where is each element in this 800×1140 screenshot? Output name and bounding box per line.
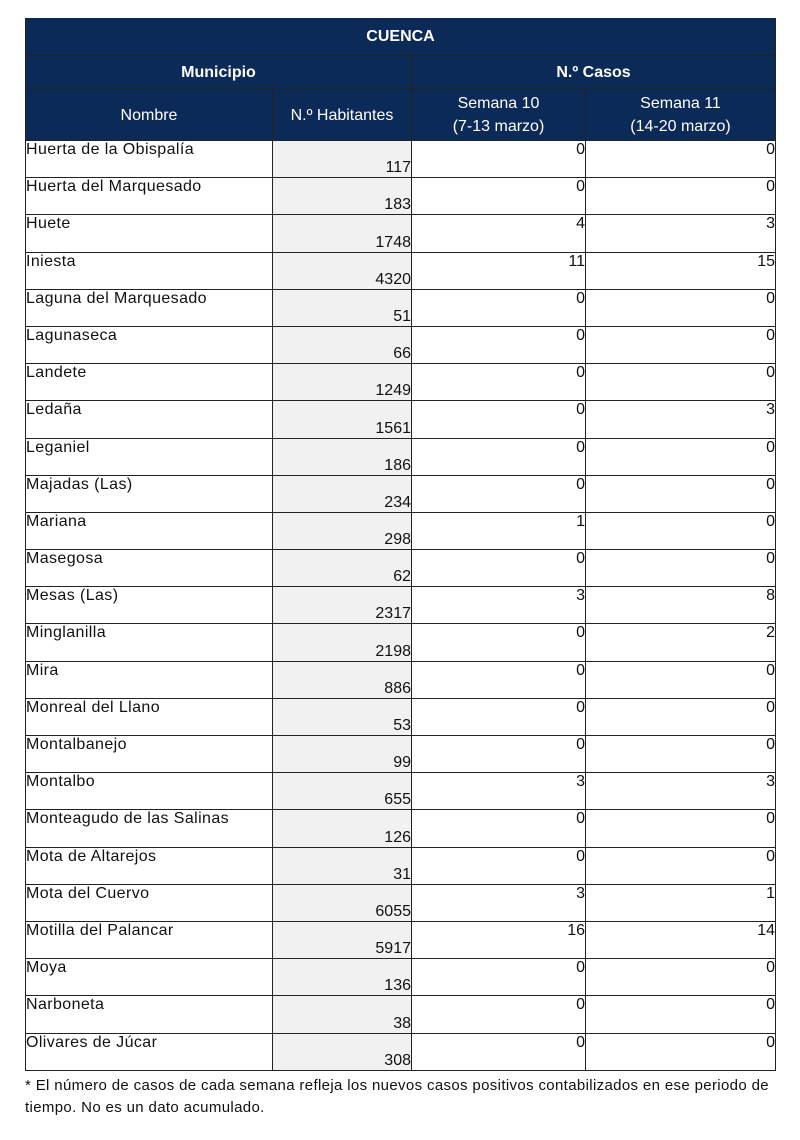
population-value: 2317 (273, 587, 412, 624)
column-header-semana-10 (412, 90, 586, 141)
week-11-cases: 1 (586, 884, 776, 921)
week-10-cases: 3 (412, 773, 586, 810)
week-11-cases: 0 (586, 550, 776, 587)
week-10-cases: 0 (412, 401, 586, 438)
week-10-cases: 0 (412, 959, 586, 996)
week-10-cases: 0 (412, 1033, 586, 1070)
municipality-name: Mariana (26, 512, 273, 549)
population-value: 5917 (273, 921, 412, 958)
week-11-cases: 0 (586, 996, 776, 1033)
week-11-cases: 15 (586, 252, 776, 289)
column-header-semana-11 (586, 90, 776, 141)
week-10-cases: 0 (412, 698, 586, 735)
cases-table (25, 18, 776, 1071)
table-row (26, 475, 776, 512)
week-10-cases: 3 (412, 884, 586, 921)
week-11-cases: 0 (586, 661, 776, 698)
municipality-name: Mota del Cuervo (26, 884, 273, 921)
population-value: 886 (273, 661, 412, 698)
municipality-name: Motilla del Palancar (26, 921, 273, 958)
municipality-name: Montalbanejo (26, 736, 273, 773)
column-header-nombre: Nombre (26, 90, 273, 141)
week-10-cases: 1 (412, 512, 586, 549)
table-row (26, 550, 776, 587)
week-11-cases: 0 (586, 847, 776, 884)
table-row (26, 661, 776, 698)
table-title: CUENCA (26, 19, 776, 56)
municipality-name: Iniesta (26, 252, 273, 289)
municipality-name: Mesas (Las) (26, 587, 273, 624)
week-11-cases: 3 (586, 215, 776, 252)
week-11-cases: 3 (586, 773, 776, 810)
week-10-cases: 0 (412, 289, 586, 326)
table-row (26, 921, 776, 958)
municipality-name: Laguna del Marquesado (26, 289, 273, 326)
table-row (26, 326, 776, 363)
population-value: 66 (273, 326, 412, 363)
week-11-cases: 0 (586, 289, 776, 326)
population-value: 298 (273, 512, 412, 549)
week-10-cases: 0 (412, 178, 586, 215)
population-value: 99 (273, 736, 412, 773)
table-row (26, 587, 776, 624)
table-row (26, 289, 776, 326)
municipality-name: Monreal del Llano (26, 698, 273, 735)
table-row (26, 736, 776, 773)
population-value: 655 (273, 773, 412, 810)
column-header-habitantes: N.º Habitantes (273, 90, 412, 141)
table-row (26, 178, 776, 215)
municipality-name: Narboneta (26, 996, 273, 1033)
population-value: 62 (273, 550, 412, 587)
week-10-cases: 0 (412, 847, 586, 884)
week-10-cases: 0 (412, 810, 586, 847)
population-value: 51 (273, 289, 412, 326)
semana-11-dates: (14-20 marzo) (630, 118, 731, 135)
population-value: 183 (273, 178, 412, 215)
population-value: 6055 (273, 884, 412, 921)
week-10-cases: 16 (412, 921, 586, 958)
week-10-cases: 3 (412, 587, 586, 624)
week-11-cases: 8 (586, 587, 776, 624)
table-row (26, 959, 776, 996)
municipality-name: Lagunaseca (26, 326, 273, 363)
week-11-cases: 0 (586, 438, 776, 475)
municipality-name: Huete (26, 215, 273, 252)
week-10-cases: 0 (412, 550, 586, 587)
population-value: 4320 (273, 252, 412, 289)
week-11-cases: 0 (586, 736, 776, 773)
week-11-cases: 0 (586, 512, 776, 549)
week-11-cases: 0 (586, 178, 776, 215)
week-11-cases: 0 (586, 1033, 776, 1070)
group-header-municipio: Municipio (26, 56, 412, 90)
week-10-cases: 0 (412, 661, 586, 698)
week-10-cases: 0 (412, 736, 586, 773)
population-value: 136 (273, 959, 412, 996)
population-value: 31 (273, 847, 412, 884)
week-11-cases: 0 (586, 475, 776, 512)
table-row (26, 1033, 776, 1070)
table-row (26, 364, 776, 401)
footnote: * El número de casos de cada semana refleja los nuevos casos positivos contabilizados en ese periodo de tiempo. No es un dato acumulado. (25, 1077, 769, 1116)
week-11-cases: 0 (586, 326, 776, 363)
population-value: 186 (273, 438, 412, 475)
population-value: 2198 (273, 624, 412, 661)
municipality-name: Huerta de la Obispalía (26, 141, 273, 178)
municipality-name: Leganiel (26, 438, 273, 475)
table-row (26, 215, 776, 252)
table-body (26, 141, 776, 1071)
municipality-name: Olivares de Júcar (26, 1033, 273, 1070)
municipality-name: Moya (26, 959, 273, 996)
population-value: 38 (273, 996, 412, 1033)
week-11-cases: 0 (586, 810, 776, 847)
table-row (26, 884, 776, 921)
municipality-name: Mota de Altarejos (26, 847, 273, 884)
municipality-name: Minglanilla (26, 624, 273, 661)
population-value: 1249 (273, 364, 412, 401)
week-11-cases: 0 (586, 959, 776, 996)
week-11-cases: 14 (586, 921, 776, 958)
population-value: 126 (273, 810, 412, 847)
municipality-name: Majadas (Las) (26, 475, 273, 512)
population-value: 308 (273, 1033, 412, 1070)
week-11-cases: 0 (586, 141, 776, 178)
table-row (26, 810, 776, 847)
table-row (26, 847, 776, 884)
municipality-name: Landete (26, 364, 273, 401)
municipality-name: Huerta del Marquesado (26, 178, 273, 215)
week-10-cases: 0 (412, 438, 586, 475)
population-value: 234 (273, 475, 412, 512)
week-11-cases: 2 (586, 624, 776, 661)
table-row (26, 401, 776, 438)
semana-11-label: Semana 11 (640, 95, 721, 112)
table-row (26, 141, 776, 178)
week-10-cases: 0 (412, 141, 586, 178)
table-row (26, 512, 776, 549)
week-10-cases: 0 (412, 475, 586, 512)
week-10-cases: 11 (412, 252, 586, 289)
municipality-name: Mira (26, 661, 273, 698)
municipality-name: Ledaña (26, 401, 273, 438)
week-11-cases: 0 (586, 364, 776, 401)
week-10-cases: 0 (412, 996, 586, 1033)
table-row (26, 624, 776, 661)
municipality-name: Montalbo (26, 773, 273, 810)
population-value: 53 (273, 698, 412, 735)
table-row (26, 252, 776, 289)
table-row (26, 773, 776, 810)
week-11-cases: 0 (586, 698, 776, 735)
population-value: 1561 (273, 401, 412, 438)
municipality-name: Masegosa (26, 550, 273, 587)
semana-10-dates: (7-13 marzo) (452, 118, 545, 135)
population-value: 1748 (273, 215, 412, 252)
group-header-casos: N.º Casos (412, 56, 776, 90)
week-10-cases: 4 (412, 215, 586, 252)
week-10-cases: 0 (412, 364, 586, 401)
week-11-cases: 3 (586, 401, 776, 438)
table-row (26, 438, 776, 475)
semana-10-label: Semana 10 (457, 95, 540, 112)
week-10-cases: 0 (412, 326, 586, 363)
week-10-cases: 0 (412, 624, 586, 661)
table-row (26, 698, 776, 735)
population-value: 117 (273, 141, 412, 178)
table-row (26, 996, 776, 1033)
municipality-name: Monteagudo de las Salinas (26, 810, 273, 847)
